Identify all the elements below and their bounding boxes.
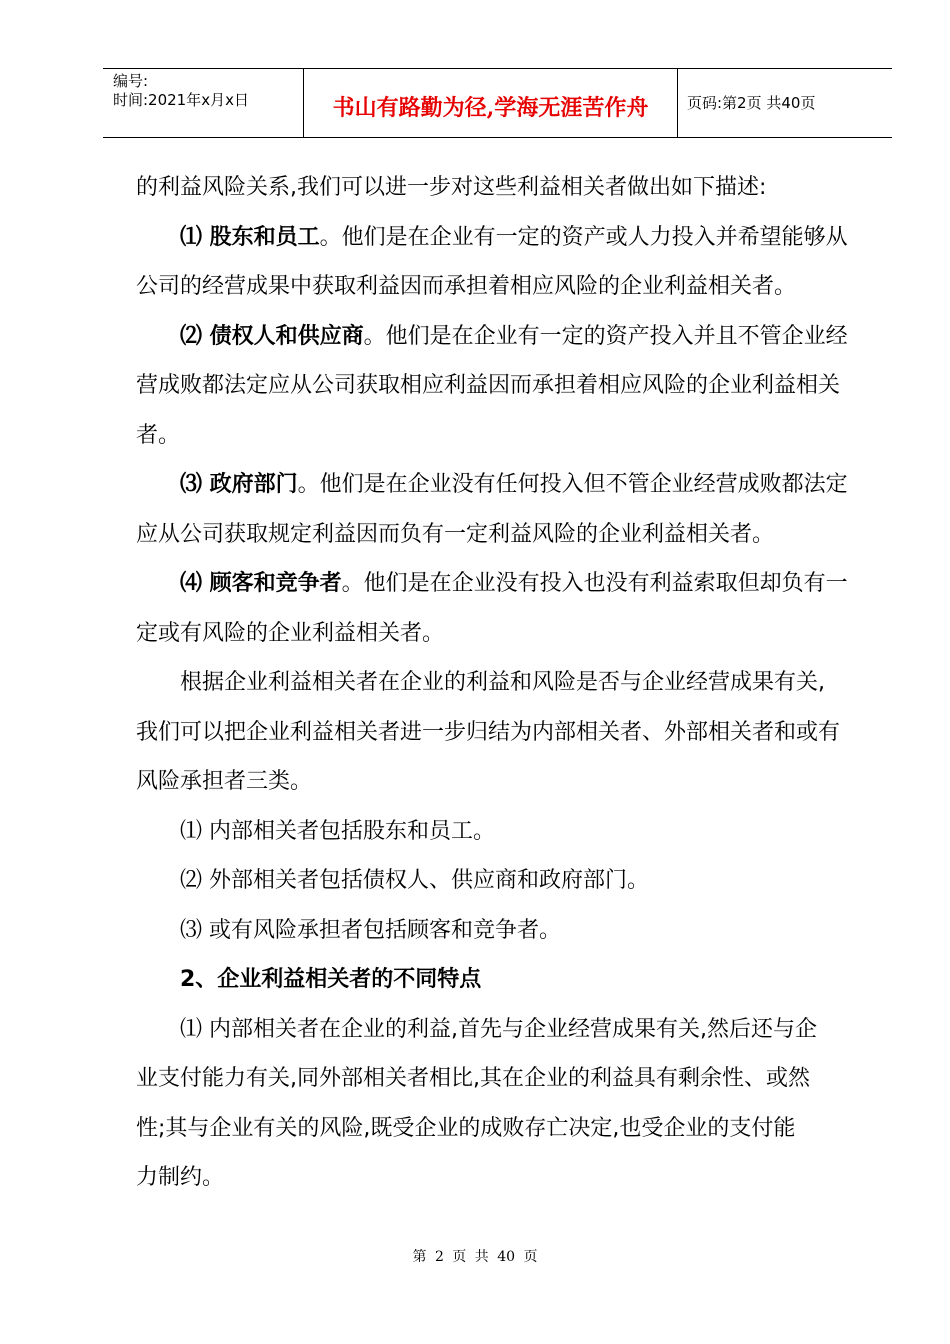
document-body xyxy=(136,163,860,1203)
item-government-line1 xyxy=(136,460,860,510)
item-creditors-line1 xyxy=(136,312,860,362)
page-code: 页码:第2页 共40页 xyxy=(687,94,816,112)
item-creditors-text: 。他们是在企业有一定的资产投入并且不管企业经 xyxy=(363,323,848,349)
motto-text: 书山有路勤为径,学海无涯苦作舟 xyxy=(332,95,649,121)
item-creditors-lead: ⑵ 债权人和供应商 xyxy=(180,323,364,349)
header-info-cell xyxy=(103,69,303,137)
item-customers-line2: 定或有风险的企业利益相关者。 xyxy=(136,620,445,646)
page-footer: 第 2 页 共 40 页 xyxy=(412,1249,538,1265)
section-heading: 2、企业利益相关者的不同特点 xyxy=(180,967,482,992)
item-government-line2: 应从公司获取规定利益因而负有一定利益风险的企业利益相关者。 xyxy=(136,521,775,547)
item-customers-text: 。他们是在企业没有投入也没有利益索取但却负有一 xyxy=(341,571,848,596)
item-customers-line1 xyxy=(136,559,860,609)
classify-line1: 根据企业利益相关者在企业的利益和风险是否与企业经营成果有关, xyxy=(180,670,825,695)
internal-para-line3: 性;其与企业有关的风险,既受企业的成败存亡决定,也受企业的支付能 xyxy=(136,1115,796,1141)
header-page-cell xyxy=(677,69,892,137)
list-item-external: ⑵ 外部相关者包括债权人、供应商和政府部门。 xyxy=(180,868,649,893)
internal-para-line1: ⑴ 内部相关者在企业的利益,首先与企业经营成果有关,然后还与企 xyxy=(180,1016,817,1042)
internal-para-line4: 力制约。 xyxy=(136,1165,225,1190)
list-item-internal: ⑴ 内部相关者包括股东和员工。 xyxy=(180,818,495,844)
item-customers-lead: ⑷ 顾客和竞争者 xyxy=(180,571,342,596)
header-motto-cell xyxy=(303,69,678,137)
item-shareholders-line1 xyxy=(136,213,860,263)
item-shareholders-line2: 公司的经营成果中获取利益因而承担着相应风险的企业利益相关者。 xyxy=(136,274,797,299)
list-item-contingent: ⑶ 或有风险承担者包括顾客和竞争者。 xyxy=(180,917,561,943)
item-creditors-line3: 者。 xyxy=(136,422,181,448)
intro-line: 的利益风险关系,我们可以进一步对这些利益相关者做出如下描述: xyxy=(136,175,767,200)
item-creditors-line2: 营成败都法定应从公司获取相应利益因而承担着相应风险的企业利益相关 xyxy=(136,373,841,398)
item-shareholders-text: 。他们是在企业有一定的资产或人力投入并希望能够从 xyxy=(319,224,848,250)
classify-line3: 风险承担者三类。 xyxy=(136,769,313,794)
item-government-lead: ⑶ 政府部门 xyxy=(180,472,298,497)
item-shareholders-lead: ⑴ 股东和员工 xyxy=(180,224,320,250)
internal-para-line2: 业支付能力有关,同外部相关者相比,其在企业的利益具有剩余性、或然 xyxy=(136,1066,810,1091)
page-header xyxy=(103,68,892,138)
time-label: 时间:2021年x月x日 xyxy=(113,91,249,109)
item-government-text: 。他们是在企业没有任何投入但不管企业经营成败都法定 xyxy=(297,472,848,497)
classify-line2: 我们可以把企业利益相关者进一步归结为内部相关者、外部相关者和或有 xyxy=(136,719,841,745)
number-label: 编号: xyxy=(113,72,149,90)
